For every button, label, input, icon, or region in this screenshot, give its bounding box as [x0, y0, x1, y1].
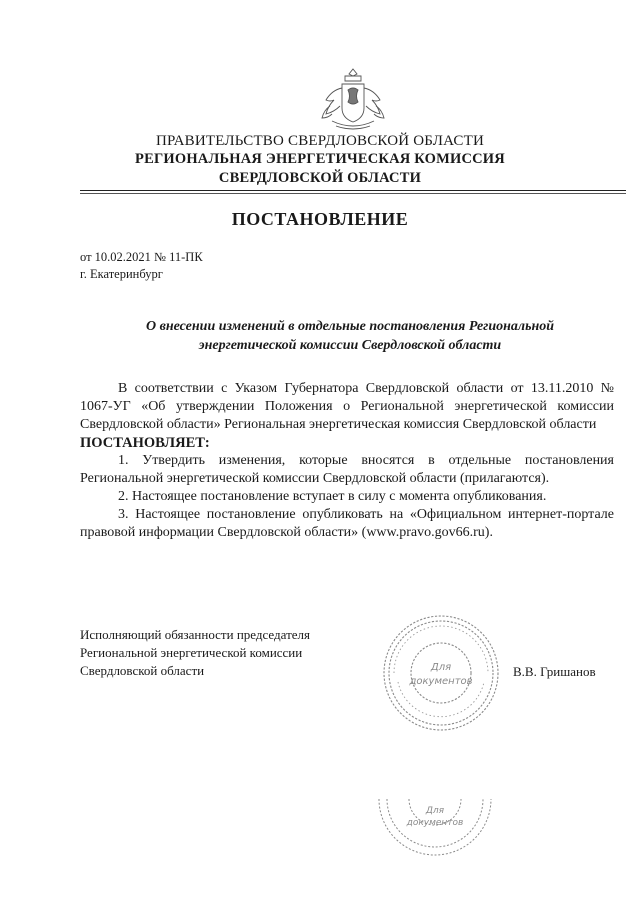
government-name: ПРАВИТЕЛЬСТВО СВЕРДЛОВСКОЙ ОБЛАСТИ — [155, 133, 485, 149]
header-divider-thin — [80, 193, 626, 194]
document-date-number: от 10.02.2021 № 11-ПК — [80, 250, 203, 264]
stamp-center-line1: Для — [430, 662, 452, 673]
coat-of-arms-emblem — [318, 66, 388, 132]
commission-name-line2: СВЕРДЛОВСКОЙ ОБЛАСТИ — [218, 170, 422, 186]
official-seal-stamp — [380, 612, 502, 734]
document-body — [80, 380, 614, 542]
stamp2-center-line1: Для — [425, 806, 445, 816]
decree-item-3: 3. Настоящее постановление опубликовать на «Официальном интернет-портале правовой информации Свердловской области» (www.pravo.gov66.ru). — [80, 507, 614, 540]
decree-item-1: 1. Утвердить изменения, которые вносятся в отдельные постановления Региональной энергетической комиссии Свердловской области (прилагаются). — [80, 453, 614, 486]
stamp-center-line2: документов — [409, 676, 473, 687]
decree-item-2: 2. Настоящее постановление вступает в силу с момента опубликования. — [118, 489, 547, 504]
document-subject: О внесении изменений в отдельные постановления Региональной энергетической комиссии Свердловской области — [145, 319, 555, 353]
decree-heading: ПОСТАНОВЛЯЕТ: — [80, 435, 210, 451]
document-city: г. Екатеринбург — [80, 267, 163, 281]
document-title: ПОСТАНОВЛЕНИЕ — [231, 209, 409, 229]
stamp2-center-line2: документов — [406, 818, 464, 828]
secondary-seal-stamp — [377, 795, 493, 859]
commission-name-line1: РЕГИОНАЛЬНАЯ ЭНЕРГЕТИЧЕСКАЯ КОМИССИЯ — [135, 151, 505, 167]
preamble-paragraph: В соответствии с Указом Губернатора Свердловской области от 13.11.2010 № 1067-УГ «Об утверждении Положения о Региональной энергетической комиссии Свердловской области» Региональная энергетическая комиссия Свердловской области — [80, 381, 614, 432]
signatory-title-line1: Исполняющий обязанности председателя — [80, 627, 310, 642]
signatory-title-line2: Региональной энергетической комиссии — [80, 645, 303, 660]
header-divider — [80, 190, 626, 191]
signatory-title — [80, 626, 310, 680]
signatory-title-line3: Свердловской области — [80, 663, 205, 678]
signatory-name: В.В. Гришанов — [513, 664, 596, 679]
